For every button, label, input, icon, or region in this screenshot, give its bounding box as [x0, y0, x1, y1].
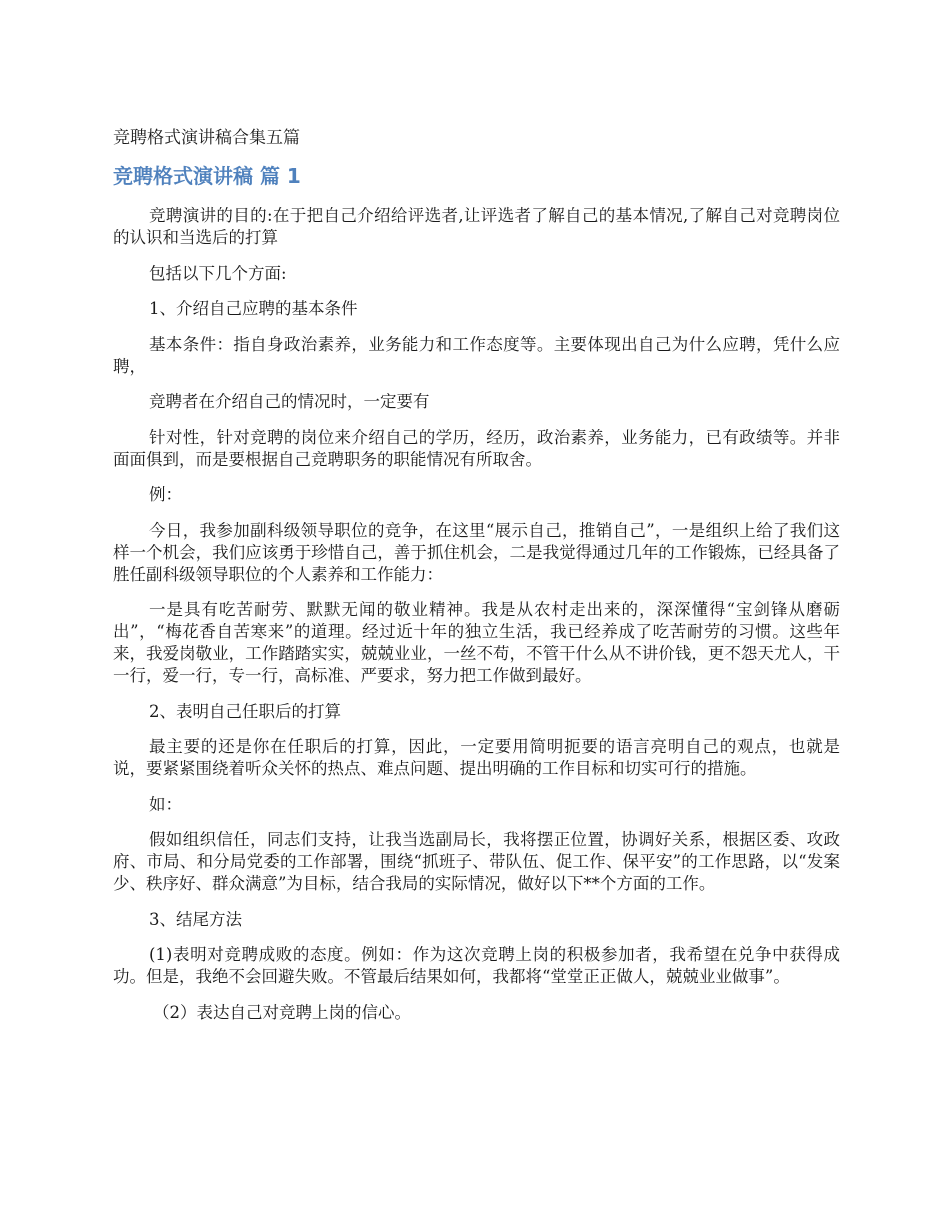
paragraph-such-as-label: 如： [149, 794, 182, 814]
paragraph-introduce-self: 竞聘者在介绍自己的情况时，一定要有 [149, 392, 430, 411]
paragraph-if-trusted: 假如组织信任，同志们支持，让我当选副局长，我将摆正位置，协调好关系，根据区委、攻政府、市局、和分局党委的工作部署，围绕“抓班子、带队伍、促工作、保平安”的工作思路，以“发案少、秩序好、群众满意”为目标，结合我局的实际情况，做好以下**个方面的工作。 [113, 830, 840, 893]
paragraph-ending-attitude: (1)表明对竞聘成败的态度。例如：作为这次竞聘上岗的积极参加者，我希望在兑争中获得成功。但是，我绝不会回避失败。不管最后结果如何，我都将“堂堂正正做人，兢兢业业做事”。 [113, 945, 840, 986]
paragraph-plans: 最主要的还是你在任职后的打算，因此，一定要用简明扼要的语言亮明自己的观点，也就是说，要紧紧围绕着听众关怀的热点、难点问题、提出明确的工作目标和切实可行的措施。 [113, 737, 840, 778]
paragraph-example-today: 今日，我参加副科级领导职位的竞争，在这里“展示自己，推销自己”，一是组织上给了我们这样一个机会，我们应该勇于珍惜自己，善于抓住机会，二是我觉得通过几年的工作锻炼，已经具备了胜任副科级领导职位的个人素养和工作能力： [113, 520, 840, 584]
paragraph-point-1-heading: 1、介绍自己应聘的基本条件 [149, 299, 358, 318]
document-body [113, 205, 840, 1037]
section-heading: 竞聘格式演讲稿 篇 1 [113, 164, 301, 188]
paragraph-purpose: 竞聘演讲的目的:在于把自己介绍给评选者,让评选者了解自己的基本情况,了解自己对竞聘岗位的认识和当选后的打算 [113, 206, 840, 247]
paragraph-aspects-intro: 包括以下几个方面: [149, 263, 287, 283]
paragraph-example-spirit: 一是具有吃苦耐劳、默默无闻的敬业精神。我是从农村走出来的，深深懂得“宝剑锋从磨砺出”，“梅花香自苦寒来”的道理。经过近十年的独立生活，我已经养成了吃苦耐劳的习惯。这些年来，我爱岗敬业，工作踏踏实实，兢兢业业，一丝不苟，不管干什么从不讲价钱，更不怨天尤人，干一行，爱一行，专一行，高标准、严要求，努力把工作做到最好。 [113, 600, 840, 685]
paragraph-example-label: 例： [149, 485, 182, 504]
paragraph-basic-conditions: 基本条件：指自身政治素养，业务能力和工作态度等。主要体现出自己为什么应聘，凭什么应聘， [113, 334, 840, 376]
document-title: 竞聘格式演讲稿合集五篇 [113, 128, 300, 148]
paragraph-ending-confidence: （2）表达自己对竞聘上岗的信心。 [153, 1002, 411, 1022]
paragraph-point-3-heading: 3、结尾方法 [149, 909, 242, 929]
paragraph-point-2-heading: 2、表明自己任职后的打算 [149, 701, 341, 721]
paragraph-targeted: 针对性，针对竞聘的岗位来介绍自己的学历，经历，政治素养，业务能力，已有政绩等。并非面面俱到，而是要根据自己竞聘职务的职能情况有所取舍。 [113, 427, 840, 469]
